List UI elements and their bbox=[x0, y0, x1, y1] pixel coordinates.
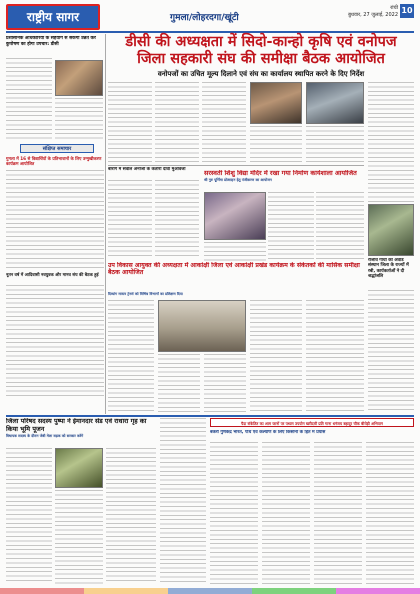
yojna-story bbox=[108, 262, 364, 292]
saraswati-text3 bbox=[204, 242, 266, 262]
yojna-text3 bbox=[204, 354, 246, 412]
left-story3-text bbox=[6, 170, 104, 270]
left-story1-text-c bbox=[6, 120, 52, 142]
left-story1-text-b bbox=[55, 98, 103, 142]
mid-rule bbox=[108, 165, 364, 166]
yojna-text5 bbox=[306, 300, 364, 412]
left-story4-headline: नूतन वर्ष में आदिवासी नवयुवक और मानव संघ की बैठक हुई bbox=[6, 272, 99, 277]
lead-text-col6 bbox=[368, 82, 414, 202]
section-title: गुमला/लोहरदगा/खूंटी bbox=[170, 13, 239, 23]
lead-text-col4 bbox=[250, 126, 302, 162]
brief-news-banner: संक्षिप्त समाचार bbox=[20, 144, 94, 153]
lead-photo-2 bbox=[306, 82, 364, 124]
masthead-title: राष्ट्रीय सागर bbox=[26, 10, 80, 24]
left-story1-headline: प्रशासनिक अधिकारियों के सहयोग से सकेंगी उन्नत कर कुपोषण का होगा उपचार: डीसी bbox=[6, 36, 96, 47]
lead-text-col5 bbox=[306, 126, 364, 162]
color-bar bbox=[0, 588, 420, 594]
saraswati-headline: सरस्वती शिशु विद्या मंदिर में रखा गया निर्माण कार्यशाला आयोजित bbox=[204, 170, 357, 177]
masthead bbox=[6, 4, 100, 30]
saraswati-subhead: श्री गुरु पूर्णिमा प्रोत्साहन हेतु पंजीकरण का आयोजन bbox=[204, 178, 272, 183]
bottom-right-text4 bbox=[366, 442, 414, 584]
left-story1-photo bbox=[55, 60, 103, 96]
lead-photo-1 bbox=[250, 82, 302, 124]
bottom-right-text1 bbox=[210, 442, 258, 584]
left-story3-headline: गुमला में 16 से विद्यार्थियों के प्रतिभावानों के लिए उन्मुखीकरण कार्यक्रम आयोजित bbox=[6, 156, 102, 166]
bottom-mid-text bbox=[160, 418, 206, 584]
left-story1-text-a bbox=[6, 58, 52, 118]
dateline-city: रांची bbox=[390, 5, 398, 11]
bottom-left-text2 bbox=[55, 490, 103, 584]
col-rule bbox=[105, 34, 106, 414]
saraswati-photo bbox=[204, 192, 266, 240]
left-story4-text bbox=[6, 285, 104, 397]
bottom-left-text3 bbox=[106, 448, 156, 584]
page-number: 10 bbox=[400, 4, 414, 18]
yojna-photo bbox=[158, 300, 246, 352]
middle-story bbox=[108, 167, 200, 179]
bottom-left-subhead: विधायक सदस्य के दौरान जेबी मेला सड़क को सरकार करेंगे bbox=[6, 434, 84, 439]
yojna-text2 bbox=[158, 354, 200, 412]
dateline bbox=[336, 5, 398, 21]
lead-text-col1 bbox=[108, 82, 152, 162]
raigarh-text bbox=[368, 290, 414, 412]
dateline-date: बुधवार, 27 जुलाई, 2022 bbox=[348, 12, 398, 18]
bottom-rule bbox=[6, 415, 414, 417]
bottom-left-photo bbox=[55, 448, 103, 488]
lead-text-col3 bbox=[202, 82, 246, 162]
bottom-right-headline: बकरी गुणकेंद्र भारत, पौधे एवं कल्याण के लिए किसानों के हित में प्रयास bbox=[210, 430, 326, 435]
lead-headline-line1: डीसी की अध्यक्षता में सिदो-कान्हो कृषि एवं वनोपज bbox=[125, 34, 397, 50]
header-rule bbox=[6, 31, 414, 33]
bottom-right-banner: पैदा संकेतित का आम जानों पर पथ्यम उपयोग खरीदारी प्रति गाना धनंजय बहादूर चौक बीरोड़ी अभियान bbox=[210, 418, 414, 427]
lead-text-col2 bbox=[155, 82, 199, 162]
bottom-right-story bbox=[210, 430, 414, 440]
bottom-right-text2 bbox=[262, 442, 310, 584]
middle-story-text2 bbox=[155, 180, 199, 258]
yojna-headline: उप विकास आयुक्त की अध्यक्षता में आकांक्षी जिला एवं आकांक्षी प्रखंड कार्यक्रम के संकेतकों की मासिक समीक्षा बैठक आयोजित bbox=[108, 262, 360, 277]
left-story3 bbox=[6, 156, 104, 170]
right-photo bbox=[368, 204, 414, 256]
yojna-text4 bbox=[250, 300, 302, 412]
bottom-left-story bbox=[6, 418, 156, 444]
yojna-text1 bbox=[108, 300, 154, 412]
lead-subhead: वनोपजों का उचित मूल्य दिलाने एवं संघ का कार्यालय स्थापित करने के दिए निर्देश bbox=[157, 70, 365, 78]
saraswati-story bbox=[204, 170, 364, 190]
bottom-left-text1 bbox=[6, 448, 52, 584]
saraswati-text1 bbox=[268, 192, 314, 262]
bottom-left-headline: जिला परिषद सदस्य पुष्पा ने ईमानदार सेड एवं राधारा गृह का किया भूमि पूजन bbox=[6, 418, 147, 433]
lead-headline-line2: जिला सहकारी संघ की समीक्षा बैठक आयोजित bbox=[137, 51, 385, 67]
left-story4 bbox=[6, 272, 104, 284]
yojna-sub bbox=[108, 292, 364, 298]
lead-headline bbox=[108, 34, 414, 68]
middle-story-headline: बारांगे में सवाल अनाजों के कतारों दावा मुआवजा bbox=[108, 167, 186, 172]
saraswati-text2 bbox=[316, 192, 364, 262]
raigarh-story bbox=[368, 258, 414, 288]
bottom-right-text3 bbox=[314, 442, 362, 584]
raigarh-headline: राजीव गांधी की अवार्ड संस्थान जिला के राज्यों में रबी, कार्यकर्ताओं ने दी श्रद्धांजलि bbox=[368, 258, 409, 279]
yojna-subhead: दिव्यांग मास्टर ट्रेनर्स को विभिन्न विभागों का प्रशिक्षण दिया bbox=[108, 292, 183, 296]
middle-story-text1 bbox=[108, 180, 152, 258]
